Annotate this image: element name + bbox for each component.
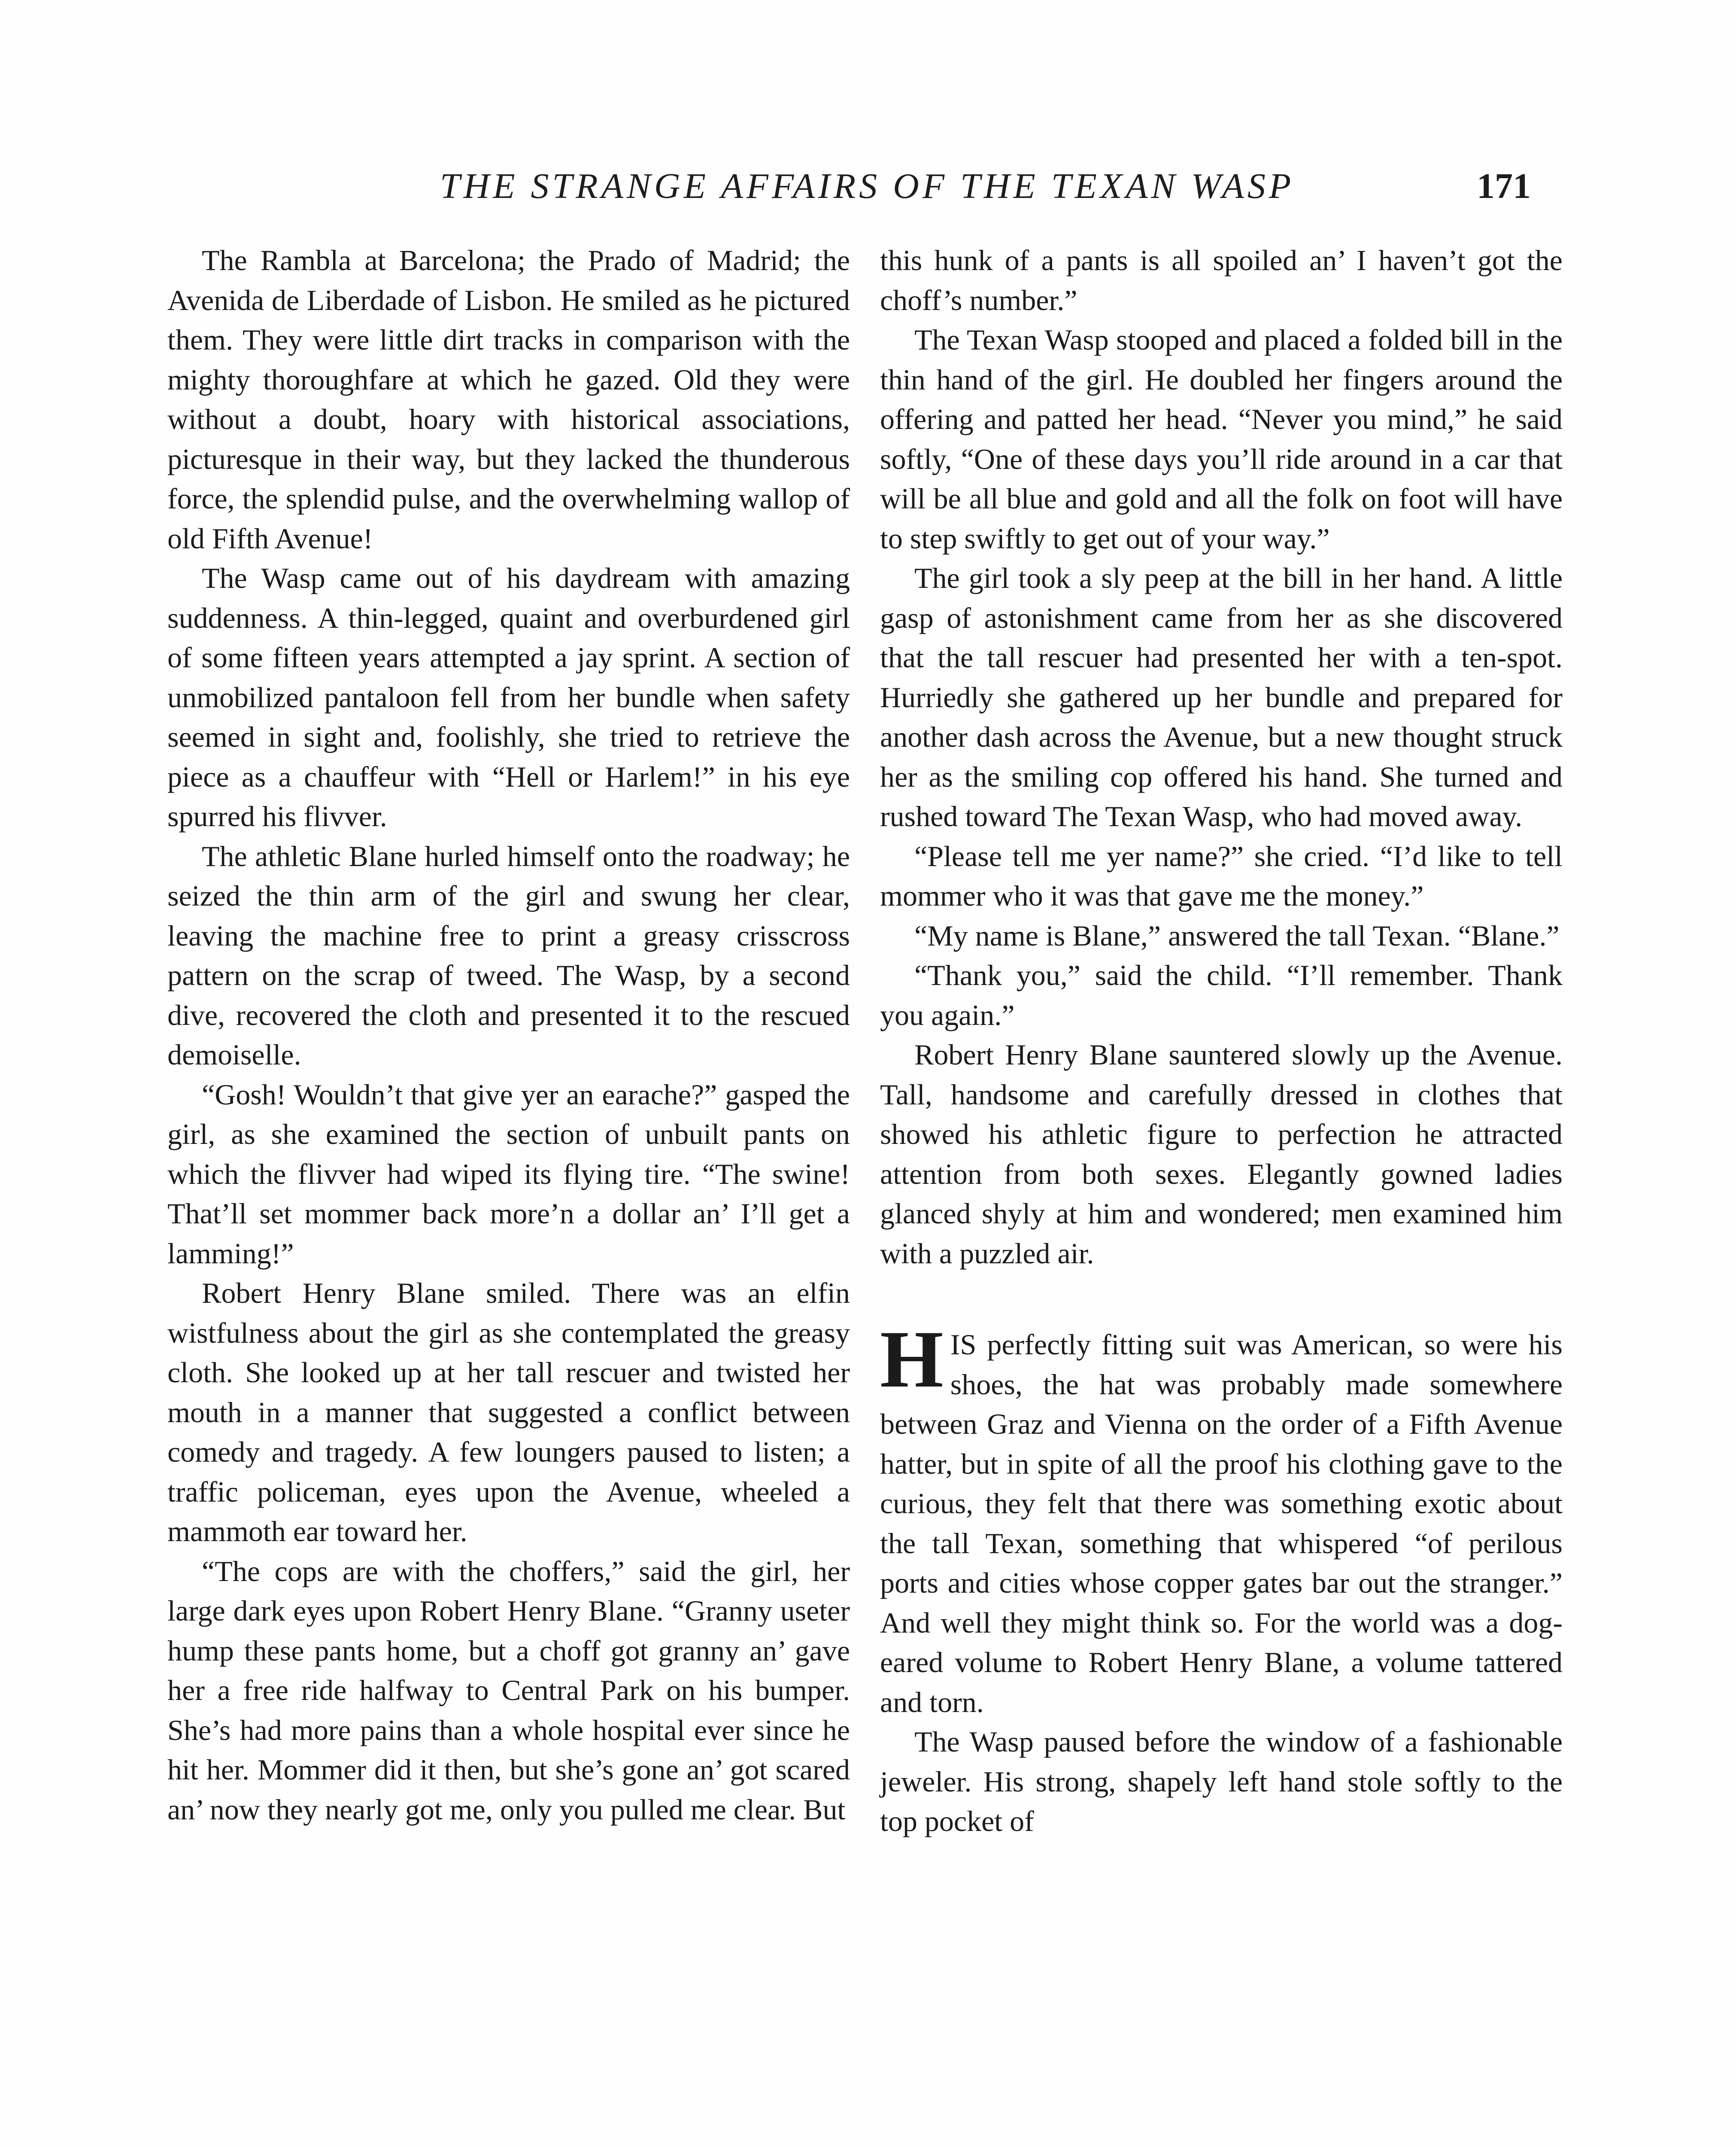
paragraph: The girl took a sly peep at the bill in her hand. A little gasp of astonishment came from her as she discovered that the tall rescuer had presented her with a ten-spot. Hurriedly she gathered up her bundle and prepared for another dash across the Avenue, but a new thought struck her as the smiling cop offered his hand. She turned and rushed toward The Texan Wasp, who had moved away. (880, 562, 1563, 833)
paragraph: Robert Henry Blane smiled. There was an elfin wistfulness about the girl as she contemplated the greasy cloth. She looked up at her tall rescuer and twisted her mouth in a manner that suggested a conflict between comedy and tragedy. A few loungers paused to listen; a traffic policeman, eyes upon the Avenue, wheeled a mammoth ear toward her. (167, 1277, 850, 1548)
page-number: 171 (1477, 166, 1531, 206)
paragraph-continuation: this hunk of a pants is all spoiled an’ I haven’t got the choff’s number.” (880, 244, 1563, 316)
paragraph: Robert Henry Blane sauntered slowly up the Avenue. Tall, handsome and carefully dressed in clothes that showed his athletic figure to perfection he attracted attention from both sexes. Elegantly gowned ladies glanced shyly at him and wondered; men examined him with a puzzled air. (880, 1038, 1563, 1270)
paragraph: “Thank you,” said the child. “I’ll remember. Thank you again.” (880, 959, 1563, 1031)
paragraph: The Wasp came out of his daydream with amazing suddenness. A thin-legged, quaint and overburdened girl of some fifteen years attempted a jay sprint. A section of unmobilized pantaloon fell from her bundle when safety seemed in sight and, foolishly, she tried to retrieve the piece as a chauffeur with “Hell or Harlem!” in his eye spurred his flivver. (167, 562, 850, 833)
paragraph: The athletic Blane hurled himself onto the roadway; he seized the thin arm of the girl and swung her clear, leaving the machine free to print a greasy crisscross pattern on the scrap of tweed. The Wasp, by a second dive, recovered the cloth and presented it to the rescued demoiselle. (167, 839, 850, 1071)
paragraph: “My name is Blane,” answered the tall Texan. “Blane.” (914, 919, 1560, 952)
paragraph: “Please tell me yer name?” she cried. “I’d like to tell mommer who it was that gave me the money.” (880, 839, 1563, 912)
section-break (880, 1273, 1563, 1325)
section-opening-paragraph (880, 1314, 1563, 1722)
drop-cap: H (880, 1314, 944, 1405)
left-column (167, 240, 850, 1829)
paragraph-text: IS perfectly fitting suit was American, so were his shoes, the hat was probably made somewhere between Graz and Vienna on the order of a Fifth Avenue hatter, but in spite of all the proof his clothing gave to the curious, they felt that there was something exotic about the tall Texan, something that whispered “of perilous ports and cities whose copper gates bar out the stranger.” And well they might think so. For the world was a dog-eared volume to Robert Henry Blane, a volume tattered and torn. (880, 1328, 1563, 1718)
paragraph: The Texan Wasp stooped and placed a folded bill in the thin hand of the girl. He doubled her fingers around the offering and patted her head. “Never you mind,” he said softly, “One of these days you’ll ride around in a car that will be all blue and gold and all the folk on foot will have to step swiftly to get out of your way.” (880, 323, 1563, 555)
right-column (880, 240, 1563, 1841)
paragraph: “The cops are with the choffers,” said the girl, her large dark eyes upon Robert Henry Blane. “Granny useter hump these pants home, but a choff got granny an’ gave her a free ride halfway to Central Park on his bumper. She’s had more pains than a whole hospital ever since he hit her. Mommer did it then, but she’s gone an’ got scared an’ now they nearly got me, only you pulled me clear. But (167, 1554, 850, 1826)
paragraph: “Gosh! Wouldn’t that give yer an earache?” gasped the girl, as she examined the section of unbuilt pants on which the flivver had wiped its flying tire. “The swine! That’ll set mommer back more’n a dollar an’ I’ll get a lamming!” (167, 1078, 850, 1270)
running-title: THE STRANGE AFFAIRS OF THE TEXAN WASP (440, 166, 1295, 206)
paragraph: The Rambla at Barcelona; the Prado of Madrid; the Avenida de Liberdade of Lisbon. He smiled as he pictured them. They were little dirt tracks in comparison with the mighty thoroughfare at which he gazed. Old they were without a doubt, hoary with historical associations, picturesque in their way, but they lacked the thunderous force, the splendid pulse, and the overwhelming wallop of old Fifth Avenue! (167, 244, 850, 555)
paragraph: The Wasp paused before the window of a fashionable jeweler. His strong, shapely left hand stole softly to the top pocket of (880, 1725, 1563, 1837)
